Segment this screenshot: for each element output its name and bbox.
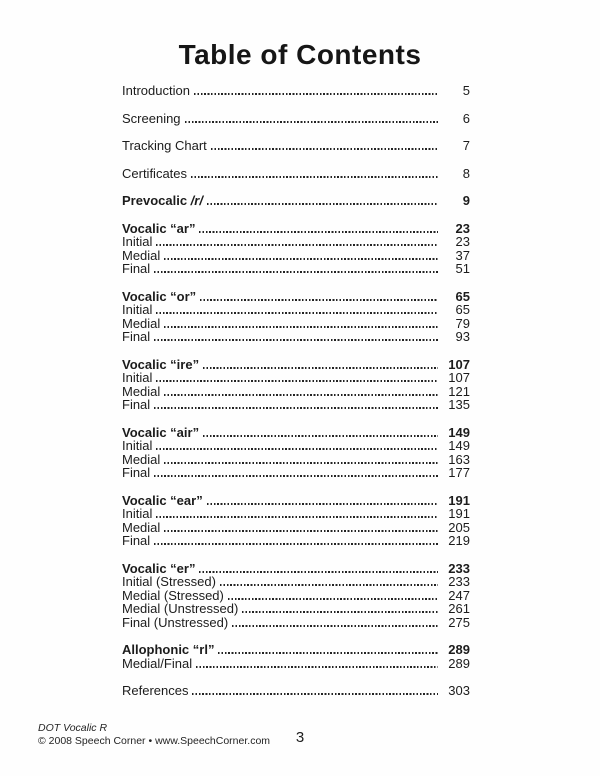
toc-entry-row xyxy=(122,453,470,467)
dotted-leader xyxy=(164,530,438,532)
toc-entry-row xyxy=(122,371,470,385)
toc-entry-page-number: 7 xyxy=(462,138,470,153)
dotted-leader xyxy=(164,462,438,464)
toc-entry-label: Prevocalic /r/ xyxy=(122,193,203,208)
toc-entry-label: Initial xyxy=(122,370,153,385)
dotted-leader xyxy=(232,625,438,627)
toc-entry-row xyxy=(122,602,470,616)
toc-entry-label: Final xyxy=(122,533,151,548)
toc-entry-label: Final xyxy=(122,261,151,276)
toc-entry-page-number: 191 xyxy=(448,506,470,521)
toc-entry-label: Medial xyxy=(122,451,161,467)
toc-entry-label: Final xyxy=(122,329,151,344)
toc-section-heading-row xyxy=(122,562,470,576)
toc-entry-page-number: 6 xyxy=(462,110,470,126)
dotted-leader xyxy=(156,448,438,450)
page-title: Table of Contents xyxy=(178,39,422,70)
toc-entry-label: Vocalic “air” xyxy=(122,424,200,440)
toc-entry-row xyxy=(122,235,470,249)
dotted-leader xyxy=(191,176,438,178)
toc-entry-row xyxy=(122,616,470,630)
dotted-leader xyxy=(211,148,438,150)
toc-section-heading-row xyxy=(122,643,470,657)
toc-entry-page-number: 93 xyxy=(455,329,470,344)
toc-entry-label: Allophonic “rl” xyxy=(122,642,215,657)
toc-entry-page-number: 37 xyxy=(455,247,470,263)
toc-entry-page-number: 23 xyxy=(455,220,470,236)
dotted-leader xyxy=(185,121,438,123)
toc-section-heading-row xyxy=(122,358,470,372)
toc-entry-page-number: 5 xyxy=(462,83,470,98)
dotted-leader xyxy=(154,407,438,409)
toc-entry-page-number: 303 xyxy=(448,683,470,698)
dotted-leader xyxy=(154,271,438,273)
toc-entry-page-number: 8 xyxy=(462,165,470,181)
toc-entry-label: Vocalic “er” xyxy=(122,560,196,576)
toc-entry-page-number: 219 xyxy=(448,533,470,548)
toc-entry-label: Vocalic “ire” xyxy=(122,356,200,372)
toc-entry-row xyxy=(122,439,470,453)
dotted-leader xyxy=(156,244,438,246)
toc-entry-label: Initial (Stressed) xyxy=(122,574,216,589)
toc-entry-label: Medial xyxy=(122,383,161,399)
toc-entry-row xyxy=(122,84,470,98)
toc-entry-label: Certificates xyxy=(122,165,188,181)
dotted-leader xyxy=(218,652,438,654)
toc-entry-page-number: 51 xyxy=(455,261,470,276)
toc-entry-label: Vocalic “ear” xyxy=(122,492,203,508)
toc-entry-row xyxy=(122,684,470,698)
toc-entry-row xyxy=(122,167,470,181)
toc-entry-row xyxy=(122,521,470,535)
toc-entry-label: Introduction xyxy=(122,83,190,98)
toc-entry-page-number: 289 xyxy=(448,642,470,657)
toc-entry-row xyxy=(122,249,470,263)
toc-entry-row xyxy=(122,303,470,317)
toc-list xyxy=(122,84,470,698)
toc-entry-label: Screening xyxy=(122,110,181,126)
dotted-leader xyxy=(164,326,438,328)
toc-entry-row xyxy=(122,385,470,399)
toc-entry-label: Vocalic “ar” xyxy=(122,220,196,236)
toc-entry-page-number: 79 xyxy=(455,315,470,331)
toc-entry-row xyxy=(122,139,470,153)
dotted-leader xyxy=(194,93,438,95)
toc-entry-page-number: 233 xyxy=(448,574,470,589)
toc-entry-page-number: 65 xyxy=(455,288,470,304)
toc-entry-label: Final xyxy=(122,397,151,412)
toc-entry-page-number: 107 xyxy=(448,356,470,372)
dotted-leader xyxy=(207,203,438,205)
dotted-leader xyxy=(207,503,438,505)
toc-entry-label: Medial xyxy=(122,519,161,535)
toc-entry-page-number: 149 xyxy=(448,438,470,453)
dotted-leader xyxy=(164,258,438,260)
toc-entry-row xyxy=(122,317,470,331)
toc-entry-page-number: 205 xyxy=(448,519,470,535)
toc-entry-label: Vocalic “or” xyxy=(122,288,197,304)
dotted-leader xyxy=(199,571,438,573)
toc-section-heading-row xyxy=(122,222,470,236)
toc-entry-label: Initial xyxy=(122,506,153,521)
toc-entry-page-number: 247 xyxy=(448,587,470,603)
toc-entry-label: Initial xyxy=(122,302,153,317)
dotted-leader xyxy=(228,598,438,600)
toc-entry-page-number: 191 xyxy=(448,492,470,508)
toc-entry-row xyxy=(122,466,470,480)
toc-entry-page-number: 149 xyxy=(448,424,470,440)
toc-entry-row xyxy=(122,534,470,548)
dotted-leader xyxy=(199,231,438,233)
footer-page-number: 3 xyxy=(295,729,305,746)
dotted-leader xyxy=(220,584,438,586)
toc-entry-page-number: 275 xyxy=(448,614,470,630)
toc-entry-page-number: 163 xyxy=(448,451,470,467)
toc-entry-label-italic-part: /r/ xyxy=(190,193,203,208)
toc-entry-row xyxy=(122,112,470,126)
toc-section-heading-row xyxy=(122,290,470,304)
toc-entry-label: Medial xyxy=(122,315,161,331)
toc-entry-page-number: 23 xyxy=(455,234,470,249)
toc-entry-page-number: 177 xyxy=(448,465,470,480)
toc-entry-row xyxy=(122,575,470,589)
dotted-leader xyxy=(154,339,438,341)
toc-entry-row xyxy=(122,507,470,521)
toc-section-heading-row xyxy=(122,194,470,208)
toc-entry-row xyxy=(122,589,470,603)
toc-entry-label: Medial (Stressed) xyxy=(122,587,224,603)
toc-entry-label: Medial xyxy=(122,247,161,263)
dotted-leader xyxy=(192,693,438,695)
toc-entry-label: Initial xyxy=(122,234,153,249)
toc-entry-label: Medial (Unstressed) xyxy=(122,601,239,616)
dotted-leader xyxy=(203,435,438,437)
toc-entry-page-number: 9 xyxy=(462,193,470,208)
toc-entry-row xyxy=(122,330,470,344)
toc-entry-page-number: 121 xyxy=(448,383,470,399)
toc-entry-page-number: 289 xyxy=(448,655,470,671)
toc-section-heading-row xyxy=(122,494,470,508)
dotted-leader xyxy=(156,380,438,382)
toc-entry-label: Final (Unstressed) xyxy=(122,614,229,630)
toc-entry-page-number: 135 xyxy=(448,397,470,412)
toc-entry-row xyxy=(122,398,470,412)
footer-book-title: DOT Vocalic R xyxy=(38,722,108,734)
dotted-leader xyxy=(154,475,438,477)
dotted-leader xyxy=(203,367,438,369)
footer-copyright: © 2008 Speech Corner • www.SpeechCorner.com xyxy=(38,735,271,747)
dotted-leader xyxy=(154,543,438,545)
toc-entry-page-number: 233 xyxy=(448,560,470,576)
toc-entry-page-number: 261 xyxy=(448,601,470,616)
dotted-leader xyxy=(242,611,438,613)
toc-entry-page-number: 107 xyxy=(448,370,470,385)
toc-entry-row xyxy=(122,262,470,276)
toc-entry-label: Final xyxy=(122,465,151,480)
dotted-leader xyxy=(200,299,438,301)
toc-entry-label: References xyxy=(122,683,189,698)
toc-entry-label: Medial/Final xyxy=(122,655,193,671)
toc-entry-label: Initial xyxy=(122,438,153,453)
dotted-leader xyxy=(156,516,438,518)
dotted-leader xyxy=(156,312,438,314)
toc-entry-page-number: 65 xyxy=(455,302,470,317)
toc-entry-row xyxy=(122,657,470,671)
dotted-leader xyxy=(196,666,438,668)
toc-section-heading-row xyxy=(122,426,470,440)
toc-entry-label: Tracking Chart xyxy=(122,138,207,153)
dotted-leader xyxy=(164,394,438,396)
